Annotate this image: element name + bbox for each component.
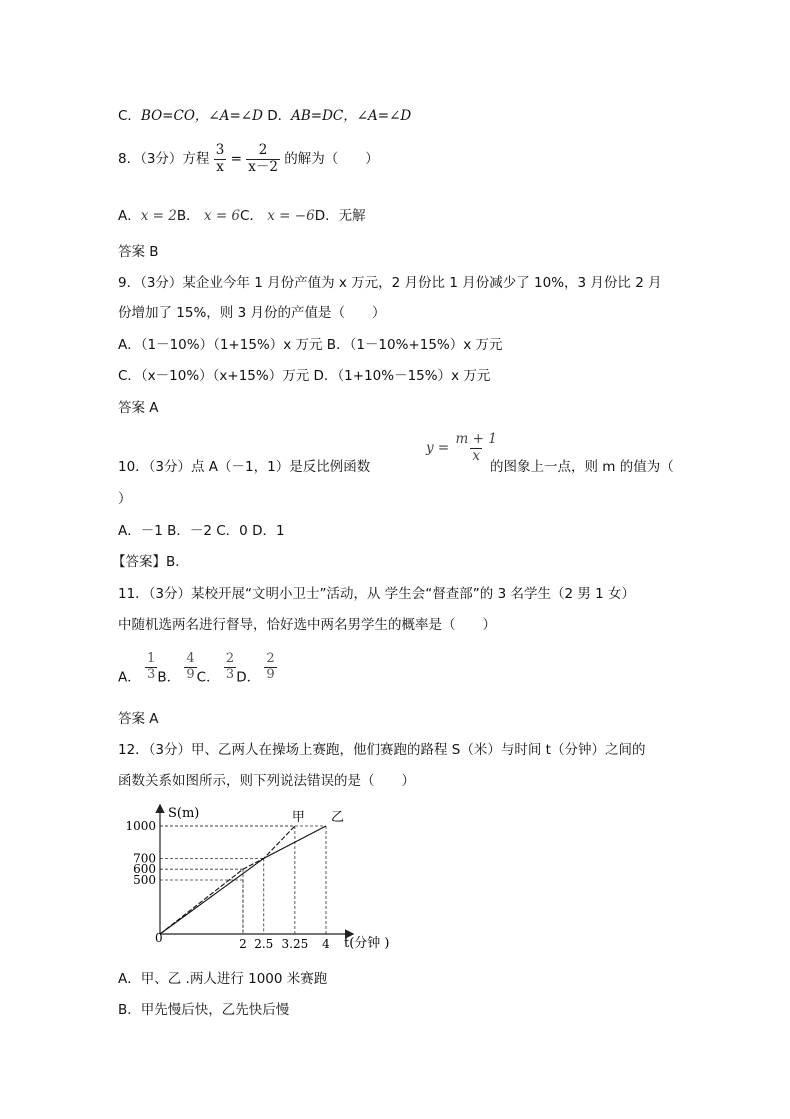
q8-option-d: D．无解	[314, 208, 366, 224]
q10-tail: 的图象上一点，则 m 的值为（	[490, 459, 674, 475]
q9-options-ab: A．（1－10%）（1+15%）x 万元 B．（1－10%+15%）x 万元	[118, 337, 503, 353]
origin-label: 0	[155, 931, 163, 945]
q11-option-a: $\frac{1}{3}$	[147, 651, 156, 682]
q8-fraction-right: $\frac{2}{x-2}$	[248, 142, 278, 175]
q7-option-c: BO=CO，∠A=∠D	[140, 108, 263, 124]
q8-fraction-left: $\frac{3}{x}$	[215, 142, 225, 175]
q8-answer: 答案 B	[118, 244, 159, 260]
q10-question	[118, 455, 370, 475]
q10-y-eq: y =	[426, 440, 450, 457]
q9-answer: 答案 A	[118, 400, 159, 416]
y-tick-label: 600	[133, 862, 156, 877]
x-tick-label: 2	[239, 937, 247, 951]
q10-formula	[426, 432, 499, 464]
q12-line2: 函数关系如图所示，则下列说法错误的是（ ）	[118, 773, 415, 789]
y-tick-label: 1000	[125, 819, 156, 833]
q10-line2: ）	[118, 491, 132, 507]
x-tick-label: 2.5	[254, 937, 274, 951]
q8-equals: =	[230, 151, 242, 168]
q9-line2: 份增加了 15%，则 3 月份的产值是（ ）	[118, 305, 386, 321]
q8-lead: 8．（3分）方程	[118, 151, 210, 168]
q8-options: A．x = 2B． x = 6C． x = −6D．无解	[118, 208, 366, 224]
q9-line1: 9．（3分）某企业今年 1 月份产值为 x 万元，2 月份比 1 月份减少了 10%，3 月份比 2 月	[118, 275, 662, 291]
q10-answer: 【答案】B．	[112, 554, 189, 570]
y-tick-label: 500	[133, 873, 156, 887]
x-axis-label: t(分钟 )	[344, 936, 390, 951]
q12-option-b: B．甲先慢后快，乙先快后慢	[118, 1002, 290, 1018]
q11-line1: 11．（3分）某校开展“文明小卫士”活动，从 学生会“督查部”的 3 名学生（2 男 1 女）	[118, 586, 636, 602]
y-axis-label: S(m)	[168, 806, 200, 821]
q12-line1: 12．（3分）甲、乙两人在操场上赛跑，他们赛跑的路程 S（米）与时间 t（分钟）之间的	[118, 742, 646, 758]
distance-time-chart	[118, 800, 398, 955]
q10-lead: 10．（3分）点 A（－1，1）是反比例函数	[118, 459, 371, 475]
q11-option-b: $\frac{4}{9}$	[186, 651, 195, 682]
q11-line2: 中随机选两名进行督导，恰好选中两名男学生的概率是（ ）	[118, 617, 496, 633]
q7-option-d: AB=DC，∠A=∠D	[291, 108, 412, 124]
q11-answer: 答案 A	[118, 711, 159, 727]
q8-option-b: x = 6	[203, 208, 241, 224]
q11-option-c: $\frac{2}{3}$	[225, 651, 235, 682]
q7-option-c-label: C．	[118, 108, 141, 124]
q11-option-d: $\frac{2}{9}$	[266, 651, 275, 682]
series-label-2: 乙	[331, 810, 345, 825]
q11-options: A． $\frac{1}{3}$ B． $\frac{4}{9}$ C． $\frac{2}{3}$ D． $\frac{2}{9}$	[118, 651, 275, 686]
x-tick-label: 4	[322, 937, 330, 951]
series-label-1: 甲	[291, 810, 305, 825]
q7-option-d-label: D．	[267, 108, 292, 124]
q8-option-c: x = −6	[267, 208, 315, 224]
q8-option-a: x = 2	[140, 208, 177, 224]
q12-option-a: A．甲、乙 .两人进行 1000 米赛跑	[118, 971, 328, 987]
x-tick-label: 3.25	[281, 937, 309, 951]
q7-options	[118, 104, 411, 124]
q10-options: A．－1 B．－2 C．0 D．1	[118, 523, 285, 539]
y-tick-label: 700	[133, 851, 156, 866]
q10-fraction: $\frac{m + 1}{x}$	[455, 431, 497, 464]
q8-tail: 的解为（ ）	[284, 151, 379, 168]
q9-options-cd: C．（x－10%）（x+15%）万元 D．（1+10%－15%）x 万元	[118, 368, 491, 384]
q8-question	[118, 143, 379, 175]
